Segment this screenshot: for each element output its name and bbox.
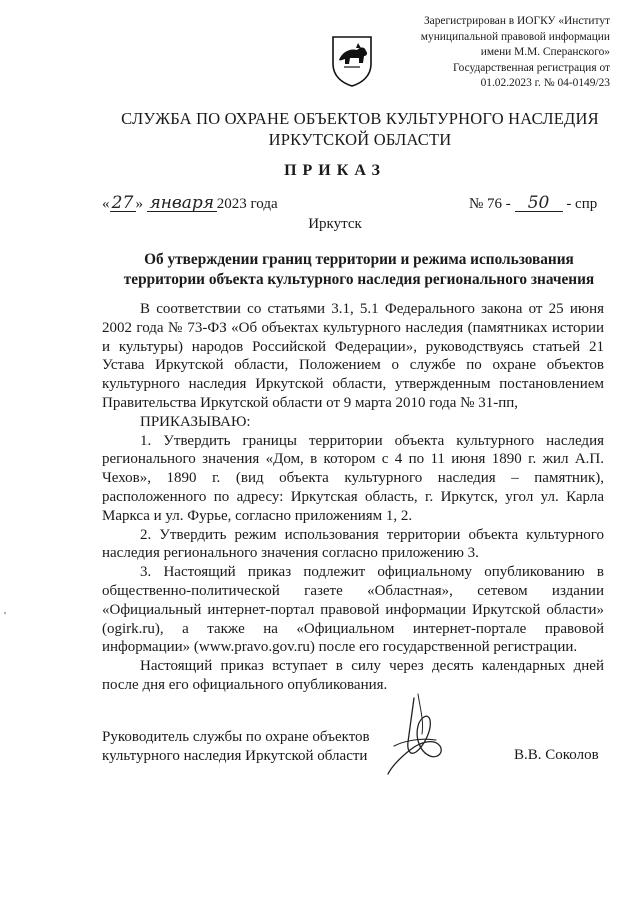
date-day: 27 — [110, 196, 136, 212]
number-prefix: № 76 - — [469, 196, 511, 212]
handwritten-signature — [374, 690, 464, 780]
registration-line: муниципальной правовой информации — [420, 30, 610, 43]
order-word: ПРИКАЗЫВАЮ: — [140, 413, 251, 430]
date-month: января — [147, 196, 217, 212]
subject-line2: территории объекта культурного наследия регионального значения — [123, 271, 595, 288]
signatory-position-line2: культурного наследия Иркутской области — [102, 748, 368, 764]
preamble-paragraph: В соответствии со статьями 3.1, 5.1 Федерального закона от 25 июня 2002 года № 73-ФЗ «Об объектах культурного наследия (памятниках истории и культуры) народов Российской Федерации», руководствуясь статьей 21 Устава Иркутской области, Положением о службе по охране объектов культурного наследия Иркутской области, утвержденным постановлением Правительства Иркутской области от 9 марта 2010 года № 31-пп, — [102, 301, 604, 411]
signatory-position — [102, 728, 370, 766]
registration-line: 01.02.2023 г. № 04-0149/23 — [480, 77, 610, 89]
subject-line1: Об утверждении границ территории и режима использования — [144, 251, 574, 268]
agency-title — [100, 108, 620, 150]
coat-of-arms-icon — [330, 34, 374, 88]
effect-paragraph: Настоящий приказ вступает в силу через десять календарных дней после дня его официального опубликования. — [102, 658, 604, 693]
agency-title-line1: СЛУЖБА ПО ОХРАНЕ ОБЪЕКТОВ КУЛЬТУРНОГО НАСЛЕДИЯ — [121, 109, 599, 128]
date-year: 2023 года — [216, 196, 278, 212]
registration-line: Государственная регистрация от — [453, 61, 610, 74]
item-2-paragraph: 2. Утвердить режим использования территории объекта культурного наследия регионального значения согласно приложению 3. — [102, 526, 604, 562]
agency-title-line2: ИРКУТСКОЙ ОБЛАСТИ — [268, 130, 452, 149]
document-type: ПРИКАЗ — [284, 162, 386, 179]
item-3-paragraph: 3. Настоящий приказ подлежит официальному опубликованию в общественно-политической газете «Областная», сетевом издании «Официальный интернет-портал правовой информации Иркутской области» (ogirk.ru), а также на «Официальном интернет-портале правовой информации» (www.pravo.gov.ru) после его государственной регистрации. — [102, 564, 604, 656]
margin-mark: ' — [4, 610, 6, 622]
signatory-name: В.В. Соколов — [514, 747, 599, 763]
city: Иркутск — [308, 216, 362, 232]
registration-line: имени М.М. Сперанского» — [480, 46, 610, 58]
signatory-position-line1: Руководитель службы по охране объектов — [102, 729, 370, 745]
date-quote-open: « — [102, 196, 110, 212]
date-quote-close: » — [135, 196, 143, 212]
order-date — [102, 193, 278, 213]
order-subject — [100, 250, 618, 290]
number-suffix: - спр — [566, 196, 598, 212]
item-1-paragraph: 1. Утвердить границы территории объекта культурного наследия регионального значения «Дом, в котором с 4 по 11 июня 1890 г. жил А.П. Чехов», 1890 г. (вид объекта культурного наследия – памятник), расположенного по адресу: Иркутская область, г. Иркутск, угол ул. Карла Маркса и ул. Фурье, согласно приложениям 1, 2. — [102, 432, 604, 524]
registration-line: Зарегистрирован в ИОГКУ «Институт — [423, 15, 610, 27]
order-number — [469, 193, 598, 213]
number-value: 50 — [515, 196, 563, 212]
registration-stamp — [392, 14, 610, 92]
order-body — [102, 300, 604, 695]
